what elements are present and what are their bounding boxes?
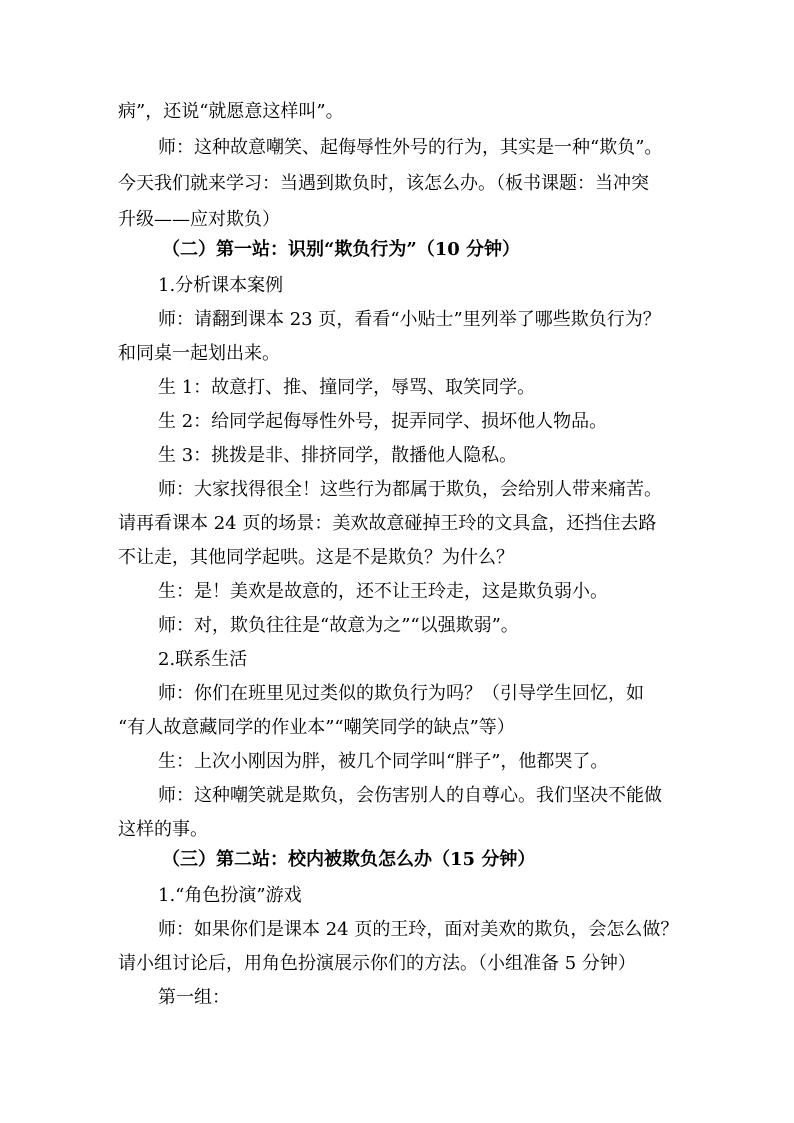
section-heading: （二）第一站：识别“欺负行为”（10 分钟）: [162, 239, 521, 260]
paragraph-line: 师：这种故意嘲笑、起侮辱性外号的行为，其实是一种“欺负”。: [158, 137, 663, 158]
paragraph-line: 师：大家找得很全！这些行为都属于欺负，会给别人带来痛苦。: [158, 479, 662, 500]
paragraph-line: “有人故意藏同学的作业本”“嘲笑同学的缺点”等）: [118, 717, 515, 738]
paragraph-line: 生 1：故意打、推、撞同学，辱骂、取笑同学。: [158, 377, 536, 398]
paragraph-line: 师：这种嘲笑就是欺负，会伤害别人的自尊心。我们坚决不能做: [158, 785, 662, 806]
paragraph-line: 升级——应对欺负）: [118, 209, 280, 230]
paragraph-line: 生：上次小刚因为胖，被几个同学叫“胖子”，他都哭了。: [158, 751, 609, 772]
paragraph-line: 师：你们在班里见过类似的欺负行为吗？（引导学生回忆，如: [158, 683, 644, 704]
paragraph-line: 今天我们就来学习：当遇到欺负时，该怎么办。（板书课题：当冲突: [118, 173, 649, 194]
subsection-heading: 1.“角色扮演”游戏: [158, 885, 302, 906]
paragraph-line: 请再看课本 24 页的场景：美欢故意碰掉王玲的文具盒，还挡住去路: [118, 513, 657, 534]
subsection-heading: 1.分析课本案例: [158, 275, 284, 296]
paragraph-line: 第一组：: [158, 987, 230, 1008]
paragraph-line: 不让走，其他同学起哄。这是不是欺负？为什么？: [118, 547, 514, 568]
paragraph-line: 师：如果你们是课本 24 页的王玲，面对美欢的欺负，会怎么做？: [158, 919, 679, 940]
paragraph-line: 这样的事。: [118, 819, 208, 840]
subsection-heading: 2.联系生活: [158, 649, 248, 670]
paragraph-line: 生 3：挑拨是非、排挤同学，散播他人隐私。: [158, 445, 518, 466]
paragraph-line: 生：是！美欢是故意的，还不让王玲走，这是欺负弱小。: [158, 581, 608, 602]
section-heading: （三）第二站：校内被欺负怎么办（15 分钟）: [162, 849, 536, 870]
paragraph-line: 和同桌一起划出来。: [118, 343, 280, 364]
paragraph-line: 请小组讨论后，用角色扮演展示你们的方法。（小组准备 5 分钟）: [118, 953, 636, 974]
paragraph-line: 师：请翻到课本 23 页，看看“小贴士”里列举了哪些欺负行为？: [158, 309, 661, 330]
paragraph-line: 病”，还说“就愿意这样叫”。: [118, 101, 344, 122]
paragraph-line: 生 2：给同学起侮辱性外号，捉弄同学、损坏他人物品。: [158, 411, 608, 432]
paragraph-line: 师：对，欺负往往是“故意为之”“以强欺弱”。: [158, 615, 519, 636]
